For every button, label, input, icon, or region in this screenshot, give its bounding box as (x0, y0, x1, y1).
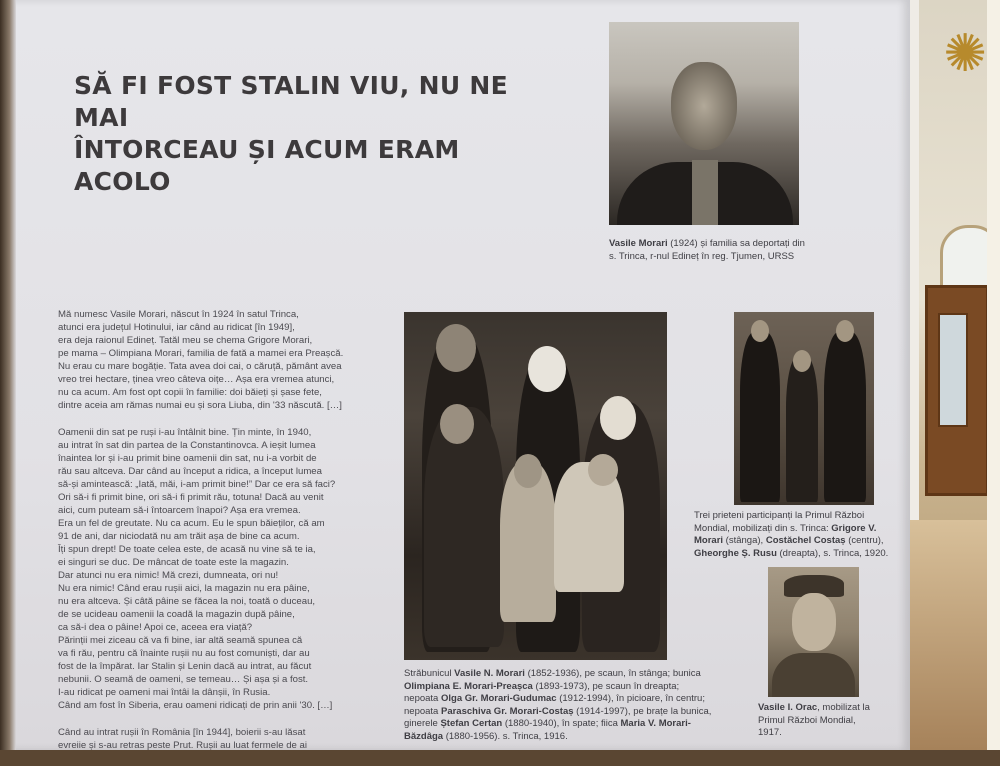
caption-text: (stânga), (723, 535, 766, 546)
caption-text: (1893-1973), pe scaun în dreapta; nepoata (404, 680, 680, 704)
soldier-portrait-vasile-orac (768, 567, 859, 697)
family-photo-caption (404, 668, 714, 743)
portrait-caption (609, 238, 809, 263)
soldier-center (786, 357, 818, 502)
portrait-caption-name: Vasile Morari (609, 238, 668, 249)
title-line-2: ÎNTORCEAU ȘI ACUM ERAM ACOLO (74, 135, 460, 196)
portrait-caption-text: (1924) și familia sa deportați din s. Trinca, r-nul Edineț în reg. Tjumen, URSS (609, 238, 805, 262)
family-photo-1916 (404, 312, 667, 660)
soldier-head (793, 350, 811, 372)
soldier-head (836, 320, 854, 342)
parquet-floor (905, 520, 1000, 750)
testimony-paragraph-2: Oamenii din sat pe ruși i-au întâlnit bine. Țin minte, în 1940, au intrat în sat din partea de la Constantinovca. A ieșit lumea înaintea lor și i-au primit bine oamenii din sat, nu i-a vorbit de rău sau altceva. Dar când au început a ridica, a început lumea să-și amintească: „Iată, măi, i-am primit bine!” Dar ce era să faci? Ori să-i fi primit bine, ori să-i fi primit rău, totuna! Dacă au venit aici, cum puteam să-i întoarcem înapoi? Așa era vremea. Era un fel de greutate. Nu ca acum. Eu le spun băieților, că am 91 de ani, dar niciodată nu am trăit așa de bine ca acum. Îți spun drept! De toate celea este, de acasă nu vine să te ia, ei singuri se duc. De mâncat de toate este la magazin. Dar atunci nu era nimic! Mă crezi, dumneata, ori nu! Nu era nimic! Când erau rușii aici, la magazin nu era pâine, nu era altceva. Și câtă pâine se făcea la noi, toată o duceau, de se ucideau oamenii la coadă la magazin după pâine, ca să-i dea o pâine! Apoi ce, aceea era viață? Părinții mei ziceau că va fi bine, iar altă seamă spunea că va fi rău, pentru că înainte rușii nu au fost comuniști, dar au fost de la împărat. Iar Stalin și Lenin dacă au intrat, au făcut nebunii. O seamă de oameni, se temeau… Și așa și a fost. I-au ridicat pe oameni mai întâi la dânșii, în Rusia. Când am fost în Siberia, erau oameni ridicați de prin anii '30. […] (58, 427, 336, 711)
figure-head (588, 454, 618, 486)
caption-name: Vasile N. Morari (454, 668, 525, 679)
caption-text: (1880-1940), în spate; fiica (502, 718, 621, 729)
caption-text: Trei prieteni participanți la Primul Război Mondial, mobilizați din s. Trinca: (694, 510, 865, 534)
caption-name: Paraschiva Gr. Morari-Costaș (440, 705, 574, 717)
caption-text: (1880-1956). s. Trinca, 1916. (443, 730, 568, 742)
soldier-left (740, 332, 780, 502)
soldier-caption-text: , mobilizat la Primul Război Mondial, 1917. (758, 702, 870, 738)
panel-left-edge (0, 0, 16, 750)
portrait-tie (692, 160, 718, 225)
soldier-head (751, 320, 769, 342)
testimony-paragraph-1: Mă numesc Vasile Morari, născut în 1924 în satul Trinca, atunci era județul Hotinului, iar când au ridicat [în 1949], era deja raionul Edineț. Tatăl meu se chema Grigore Morari, pe mama – Olimpiana Morari, familia de fată a mamei era Preașcă. Nu erau cu mare bogăție. Tata avea doi cai, o căruță, pământ avea vreo trei hectare, ținea vreo câteva oițe… Așa era vremea atunci, nu ca acum. Am fost opt copii în familie: doi băieți și șase fete, dintre aceia am rămas numai eu și sora Liuba, din '33 născută. […] (58, 309, 344, 411)
three-soldiers-caption (694, 510, 894, 560)
figure-headscarf (528, 346, 566, 392)
caption-name: Maria V. Morari-Băzdâga (404, 718, 691, 742)
figure-headscarf (600, 396, 636, 440)
soldier-portrait-caption (758, 702, 878, 740)
soldier-caption-name: Vasile I. Orac (758, 702, 818, 713)
chandelier-icon: ✺ (943, 24, 987, 84)
door-glass (938, 313, 968, 427)
soldier-right (824, 332, 866, 502)
testimony-text (58, 308, 358, 766)
portrait-photo-vasile-morari (609, 22, 799, 225)
title-line-1: SĂ FI FOST STALIN VIU, NU NE MAI (74, 71, 509, 132)
caption-text: (1912-1994), în picioare, în centru; nepoata (404, 693, 705, 717)
caption-name: Costăchel Costaș (765, 535, 846, 546)
figure-head (514, 454, 542, 488)
museum-room-background (905, 0, 1000, 750)
figure-head (440, 404, 474, 444)
soldier-face (792, 593, 836, 651)
caption-text: (1852-1936), pe scaun, în stânga; bunica (524, 668, 701, 679)
figure-child-held (554, 462, 624, 592)
caption-text: Străbunicul (404, 668, 455, 679)
caption-name: Olimpiana E. Morari-Preașca (404, 680, 533, 692)
wooden-door (925, 285, 989, 496)
figure-head (436, 324, 476, 372)
caption-name: Grigore V. Morari (694, 522, 877, 546)
caption-text: (1914-1997), pe brațe la bunica, ginerele (404, 705, 712, 729)
soldier-uniform (772, 653, 855, 697)
caption-name: Ștefan Certan (440, 718, 503, 729)
caption-text: (dreapta), s. Trinca, 1920. (776, 547, 889, 559)
portrait-head (671, 62, 737, 150)
white-pillar (987, 0, 1000, 750)
figure-man-seated (424, 407, 504, 647)
testimony-paragraph-3: Când au intrat rușii în România [în 1944], boierii s-au lăsat evreiie și s-au retras peste Prut. Rușii au luat fermele de ai (58, 727, 308, 751)
caption-name: Olga Gr. Morari-Gudumac (440, 693, 557, 704)
three-soldiers-photo (734, 312, 874, 505)
panel-title (74, 70, 544, 198)
caption-text: (centru), (845, 535, 884, 546)
caption-name: Gheorghe Ș. Rusu (694, 547, 777, 559)
